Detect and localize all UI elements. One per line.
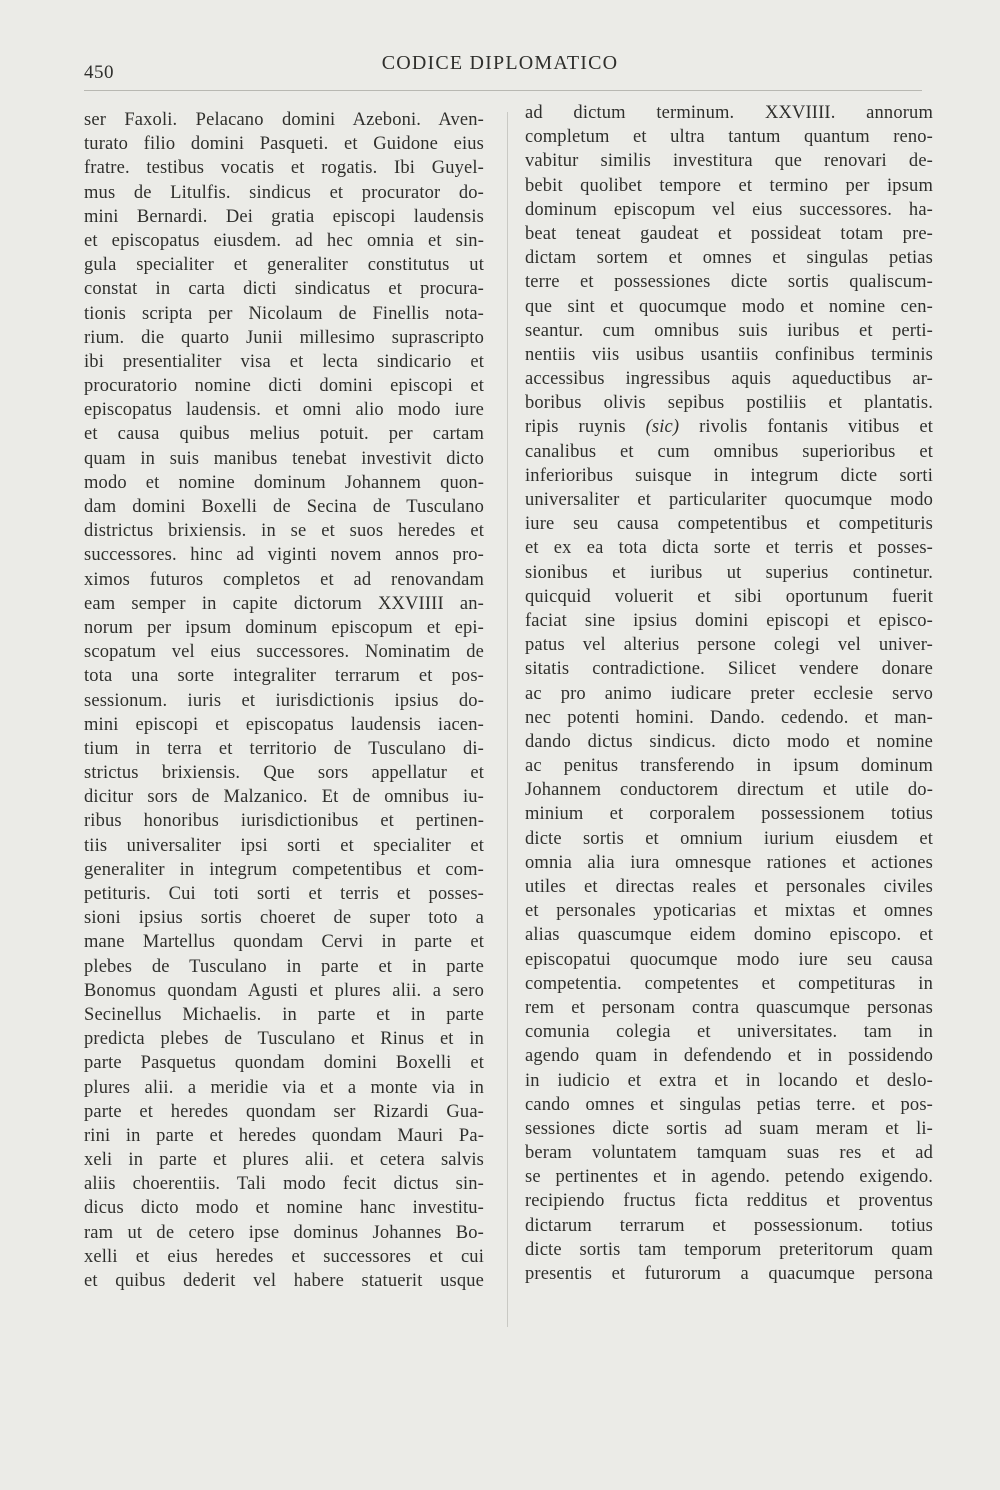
- text-line: et episcopatus eiusdem. ad hec omnia et sin-: [84, 230, 484, 251]
- text-line: dicus dicto modo et nomine hanc investitu-: [84, 1198, 484, 1219]
- text-line: presentis et futurorum a quacumque persona: [525, 1264, 933, 1284]
- text-line: predicta plebes de Tusculano et Rinus et in: [84, 1029, 484, 1050]
- text-line: iure seu causa competentibus et competituris: [525, 514, 933, 535]
- text-line: dictarum terrarum et possessionum. totius: [525, 1215, 933, 1236]
- text-line: recipiendo fructus ficta redditus et proventus: [525, 1191, 933, 1212]
- text-line: se pertinentes et in agendo. petendo exigendo.: [525, 1167, 933, 1188]
- text-line: rium. die quarto Junii millesimo suprascripto: [84, 327, 484, 348]
- text-line: plebes de Tusculano in parte et in parte: [84, 956, 484, 977]
- page-number: 450: [84, 62, 114, 83]
- text-line: parte et heredes quondam ser Rizardi Gua-: [84, 1101, 484, 1122]
- text-line: xeli in parte et plures alii. et cetera salvis: [84, 1150, 484, 1171]
- text-line: in iudicio et extra et in locando et deslo-: [525, 1070, 933, 1091]
- header-rule: [84, 90, 922, 91]
- text-line: dictam sortem et omnes et singulas petias: [525, 248, 933, 269]
- text-line: completum et ultra tantum quantum reno-: [525, 127, 933, 148]
- text-line: turato filio domini Pasqueti. et Guidone eius: [84, 134, 484, 155]
- text-line: et causa quibus melius potuit. per cartam: [84, 424, 484, 445]
- text-line: ac pro animo iudicare preter ecclesie servo: [525, 683, 933, 704]
- text-line: sioni ipsius sortis choeret de super toto a: [84, 908, 484, 929]
- text-line: quicquid voluerit et sibi oportunum fuerit: [525, 586, 933, 607]
- text-line: dicte sortis et omnium iurium eiusdem et: [525, 828, 933, 849]
- text-line: dominum episcopum vel eius successores. ha-: [525, 199, 933, 220]
- text-line: rini in parte et heredes quondam Mauri Pa-: [84, 1125, 484, 1146]
- sic-annotation: (sic): [645, 417, 680, 438]
- text-line: districtus brixiensis. in se et suos heredes et: [84, 521, 484, 542]
- text-line: canalibus et cum omnibus superioribus et: [525, 441, 933, 462]
- text-line: modo et nomine dominum Johannem quon-: [84, 472, 484, 493]
- text-line: ram ut de cetero ipse dominus Johannes Bo-: [84, 1222, 484, 1243]
- text-line: inferioribus suisque in integrum dicte sorti: [525, 465, 933, 486]
- text-line: quam in suis manibus tenebat investivit dicto: [84, 448, 484, 469]
- text-line: nec potenti homini. Dando. cedendo. et man-: [525, 707, 933, 728]
- text-line: ac penitus transferendo in ipsum dominum: [525, 756, 933, 777]
- column-divider: [507, 112, 508, 1327]
- text-fragment: ripis ruynis: [525, 417, 646, 438]
- text-line: eam semper in capite dictorum XXVIIII an-: [84, 593, 484, 614]
- text-line: terre et possessiones dicte sortis qualiscum-: [525, 272, 933, 293]
- text-line: comunia colegia et universitates. tam in: [525, 1022, 933, 1043]
- text-line: plures alii. a meridie via et a monte via in: [84, 1077, 484, 1098]
- text-line: patus vel alterius persone colegi vel univer-: [525, 635, 933, 656]
- text-line: boribus olivis sepibus postiliis et plantatis.: [525, 393, 933, 414]
- text-line: tiis universaliter ipsi sorti et specialiter et: [84, 835, 484, 856]
- text-line: mus de Litulfis. sindicus et procurator do-: [84, 182, 484, 203]
- left-column: [84, 108, 484, 1293]
- text-line: et personales ypoticarias et mixtas et omnes: [525, 901, 933, 922]
- right-column: [525, 101, 933, 1286]
- text-line: xelli et eius heredes et successores et cui: [84, 1246, 484, 1267]
- text-line: beat teneat gaudeat et possideat totam pre-: [525, 223, 933, 244]
- text-line: episcopatus laudensis. et omni alio modo iure: [84, 400, 484, 421]
- text-line: procuratorio nomine dicti domini episcopi et: [84, 376, 484, 397]
- text-line: rem et personam contra quascumque personas: [525, 997, 933, 1018]
- text-line: ibi presentialiter visa et lecta sindicario et: [84, 351, 484, 372]
- text-line: competentia. competentes et competituras in: [525, 973, 933, 994]
- text-line: sessionum. iuris et iurisdictionis ipsius do-: [84, 690, 484, 711]
- running-head: CODICE DIPLOMATICO: [381, 52, 619, 74]
- text-line: mini episcopi et episcopatus laudensis iacen-: [84, 714, 484, 735]
- text-line: omnia alia iura omnesque rationes et actiones: [525, 852, 933, 873]
- text-line: scopatum vel eius successores. Nominatim de: [84, 642, 484, 663]
- text-line: generaliter in integrum competentibus et com-: [84, 859, 484, 880]
- text-line: que sint et quocumque modo et nomine cen-: [525, 296, 933, 317]
- text-line: parte Pasquetus quondam domini Boxelli et: [84, 1053, 484, 1074]
- text-line: utiles et directas reales et personales civiles: [525, 877, 933, 897]
- text-line: tium in terra et territorio de Tusculano di-: [84, 738, 484, 759]
- text-line: dicte sortis tam temporum preteritorum quam: [525, 1239, 933, 1260]
- text-line: dam domini Boxelli de Secina de Tusculano: [84, 497, 484, 517]
- text-line: beram voluntatem tamquam suas res et ad: [525, 1143, 933, 1164]
- text-line: fratre. testibus vocatis et rogatis. Ibi Guyel-: [84, 158, 484, 179]
- text-line: bebit quolibet tempore et termino per ipsum: [525, 175, 933, 196]
- text-line: tionis scripta per Nicolaum de Finellis nota-: [84, 303, 484, 324]
- text-line: episcopatui quocumque modo iure seu causa: [525, 949, 933, 970]
- text-line: strictus brixiensis. Que sors appellatur et: [84, 763, 484, 784]
- text-line: accessibus ingressibus aquis aqueductibus ar-: [525, 369, 933, 390]
- text-line: vabitur similis investitura que renovari de-: [525, 151, 933, 172]
- text-line: ser Faxoli. Pelacano domini Azeboni. Aven-: [84, 110, 484, 130]
- text-line: seantur. cum omnibus suis iuribus et perti-: [525, 320, 933, 341]
- text-line: sessiones dicte sortis ad suam meram et li-: [525, 1118, 933, 1139]
- text-line: cando omnes et singulas petias terre. et pos-: [525, 1094, 933, 1115]
- text-line: agendo quam in defendendo et in possidendo: [525, 1046, 933, 1067]
- text-line: faciat sine ipsius domini episcopi et episco-: [525, 610, 933, 631]
- text-line: alias quascumque eidem domino episcopo. et: [525, 925, 933, 946]
- text-line: petituris. Cui toti sorti et terris et posses-: [84, 884, 484, 904]
- text-line: mini Bernardi. Dei gratia episcopi laudensis: [84, 206, 484, 227]
- text-line: tota una sorte integraliter terrarum et pos-: [84, 666, 484, 687]
- text-line: et quibus dederit vel habere statuerit usque: [84, 1271, 484, 1291]
- text-line: aliis choerentiis. Tali modo fecit dictus sin-: [84, 1174, 484, 1195]
- text-line: successores. hinc ad viginti novem annos pro-: [84, 545, 484, 566]
- text-line: sionibus et iuribus ut superius continetur.: [525, 562, 933, 583]
- text-line: ad dictum terminum. XXVIIII. annorum: [525, 103, 933, 123]
- text-line: norum per ipsum dominum episcopum et epi-: [84, 617, 484, 638]
- text-line: Secinellus Michaelis. in parte et in parte: [84, 1004, 484, 1025]
- text-line: dando dictus sindicus. dicto modo et nomine: [525, 731, 933, 752]
- text-fragment: rivolis fontanis vitibus et: [679, 417, 933, 438]
- text-line: nentiis viis usibus usantiis confinibus terminis: [525, 344, 933, 365]
- text-line: minium et corporalem possessionem totius: [525, 804, 933, 825]
- text-line: Bonomus quondam Agusti et plures alii. a sero: [84, 980, 484, 1001]
- text-line: ximos futuros completos et ad renovandam: [84, 569, 484, 590]
- text-line: Johannem conductorem directum et utile do-: [525, 780, 933, 801]
- text-line: sitatis contradictione. Silicet vendere donare: [525, 659, 933, 680]
- text-line: et ex ea tota dicta sorte et terris et posses-: [525, 538, 933, 559]
- text-line: ribus honoribus iurisdictionibus et pertinen-: [84, 811, 484, 832]
- text-line: constat in carta dicti sindicatus et procura-: [84, 279, 484, 300]
- text-line: gula specialiter et generaliter constitutus ut: [84, 255, 484, 276]
- text-line-with-sic: [525, 415, 933, 439]
- text-line: mane Martellus quondam Cervi in parte et: [84, 932, 484, 953]
- text-line: dicitur sors de Malzanico. Et de omnibus iu-: [84, 787, 484, 808]
- text-line: universaliter et particulariter quocumque modo: [525, 490, 933, 510]
